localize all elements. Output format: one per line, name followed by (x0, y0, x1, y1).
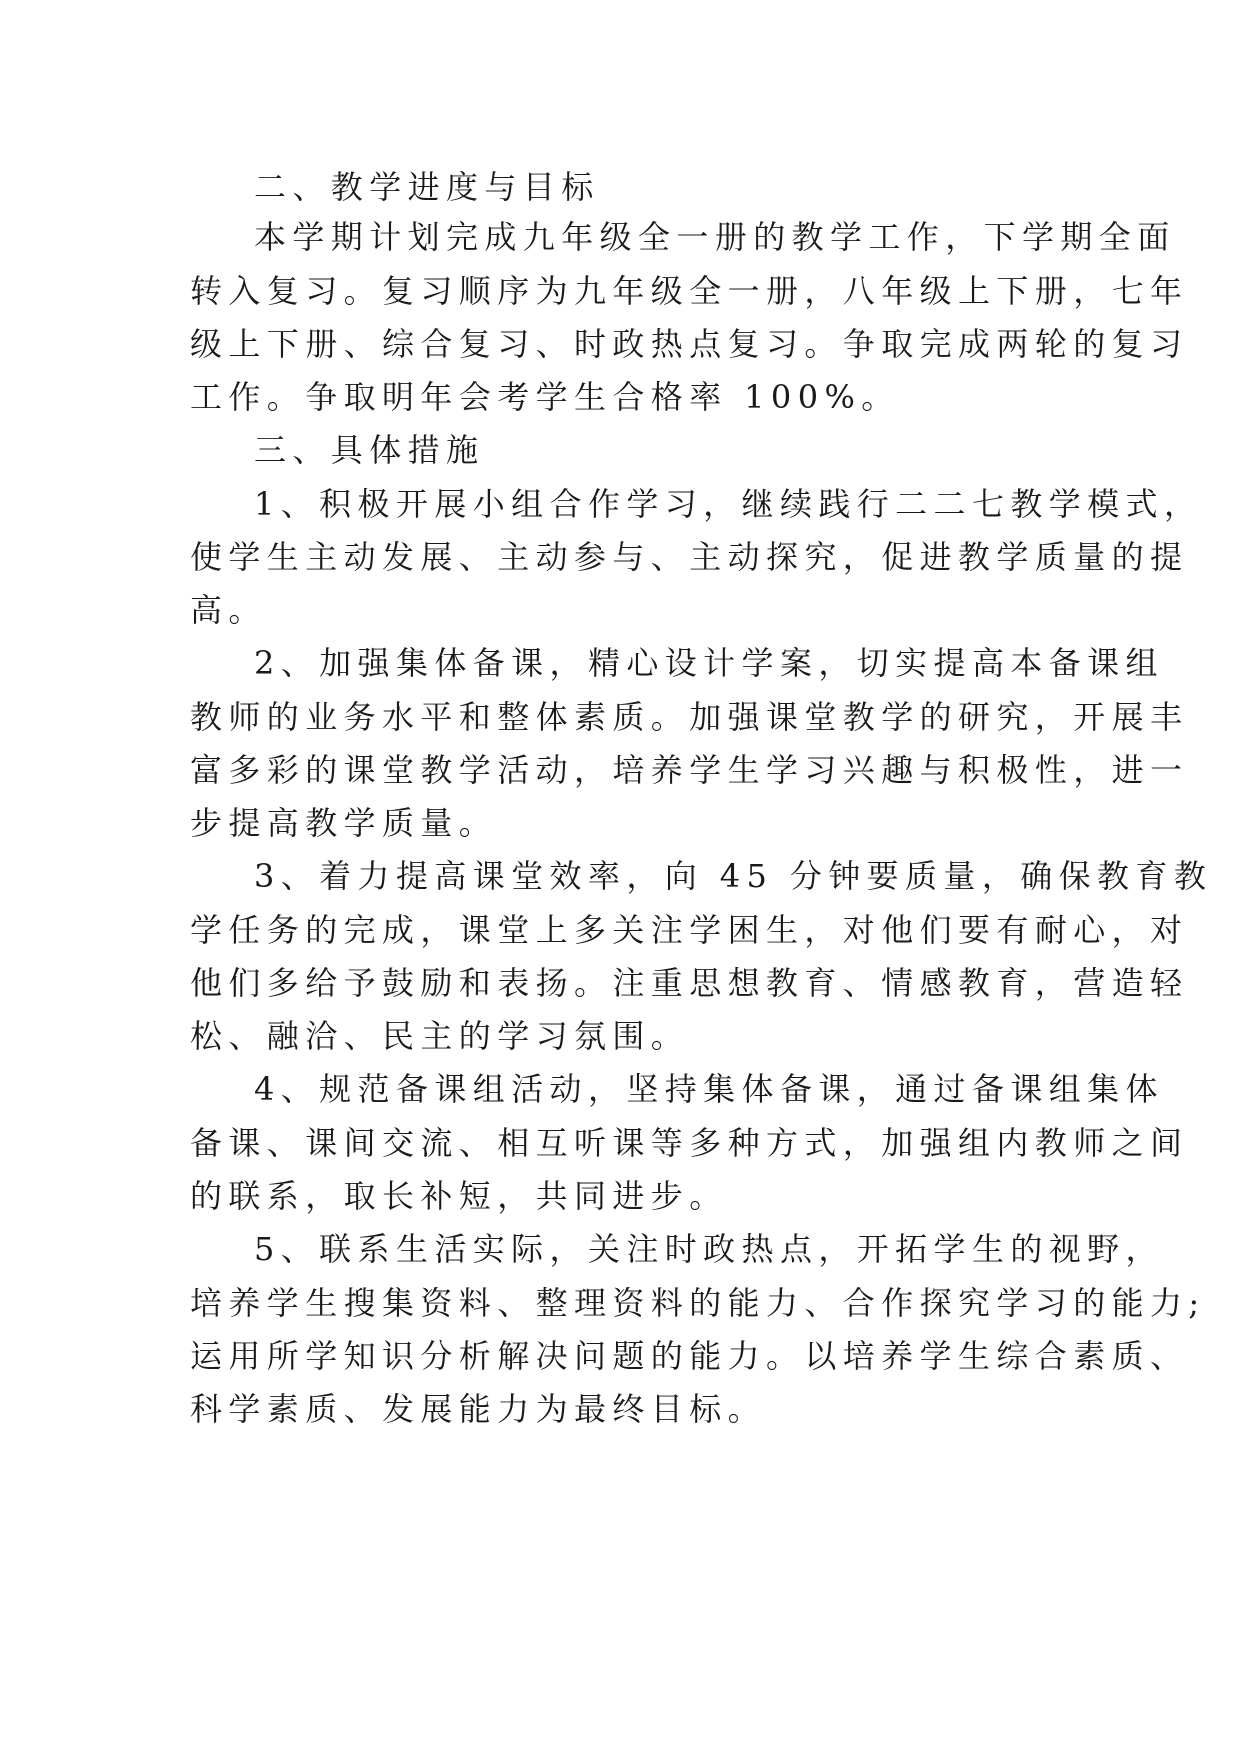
section-heading-measures: 三、具体措施 (254, 431, 485, 469)
section-heading-progress: 二、教学进度与目标 (254, 168, 600, 206)
item-1-line: 1、积极开展小组合作学习，继续践行二二七教学模式， (254, 485, 1203, 523)
item-2-line: 步提高教学质量。 (190, 804, 498, 842)
item-5-line: 培养学生搜集资料、整理资料的能力、合作探究学习的能力; (190, 1284, 1206, 1322)
item-5-line: 5、联系生活实际，关注时政热点，开拓学生的视野， (254, 1230, 1164, 1268)
item-3-line: 松、融洽、民主的学习氛围。 (190, 1017, 690, 1055)
item-2-line: 富多彩的课堂教学活动，培养学生学习兴趣与积极性，进一 (190, 751, 1189, 789)
item-1-line: 使学生主动发展、主动参与、主动探究，促进教学质量的提 (190, 538, 1189, 576)
item-3-line: 3、着力提高课堂效率，向 45 分钟要质量，确保教育教 (254, 857, 1213, 895)
item-2-line: 2、加强集体备课，精心设计学案，切实提高本备课组 (254, 644, 1164, 682)
item-1-line: 高。 (190, 591, 267, 629)
item-4-line: 4、规范备课组活动，坚持集体备课，通过备课组集体 (254, 1070, 1164, 1108)
item-3-line: 他们多给予鼓励和表扬。注重思想教育、情感教育，营造轻 (190, 964, 1189, 1002)
paragraph-line: 转入复习。复习顺序为九年级全一册，八年级上下册，七年 (190, 272, 1189, 310)
item-4-line: 的联系，取长补短，共同进步。 (190, 1177, 728, 1215)
paragraph-line: 级上下册、综合复习、时政热点复习。争取完成两轮的复习 (190, 325, 1189, 363)
item-2-line: 教师的业务水平和整体素质。加强课堂教学的研究，开展丰 (190, 698, 1189, 736)
item-3-line: 学任务的完成，课堂上多关注学困生，对他们要有耐心，对 (190, 911, 1189, 949)
paragraph-line: 本学期计划完成九年级全一册的教学工作，下学期全面 (254, 218, 1176, 256)
item-4-line: 备课、课间交流、相互听课等多种方式，加强组内教师之间 (190, 1124, 1189, 1162)
item-5-line: 科学素质、发展能力为最终目标。 (190, 1390, 767, 1428)
paragraph-line: 工作。争取明年会考学生合格率 100%。 (190, 378, 900, 416)
item-5-line: 运用所学知识分析解决问题的能力。以培养学生综合素质、 (190, 1337, 1189, 1375)
